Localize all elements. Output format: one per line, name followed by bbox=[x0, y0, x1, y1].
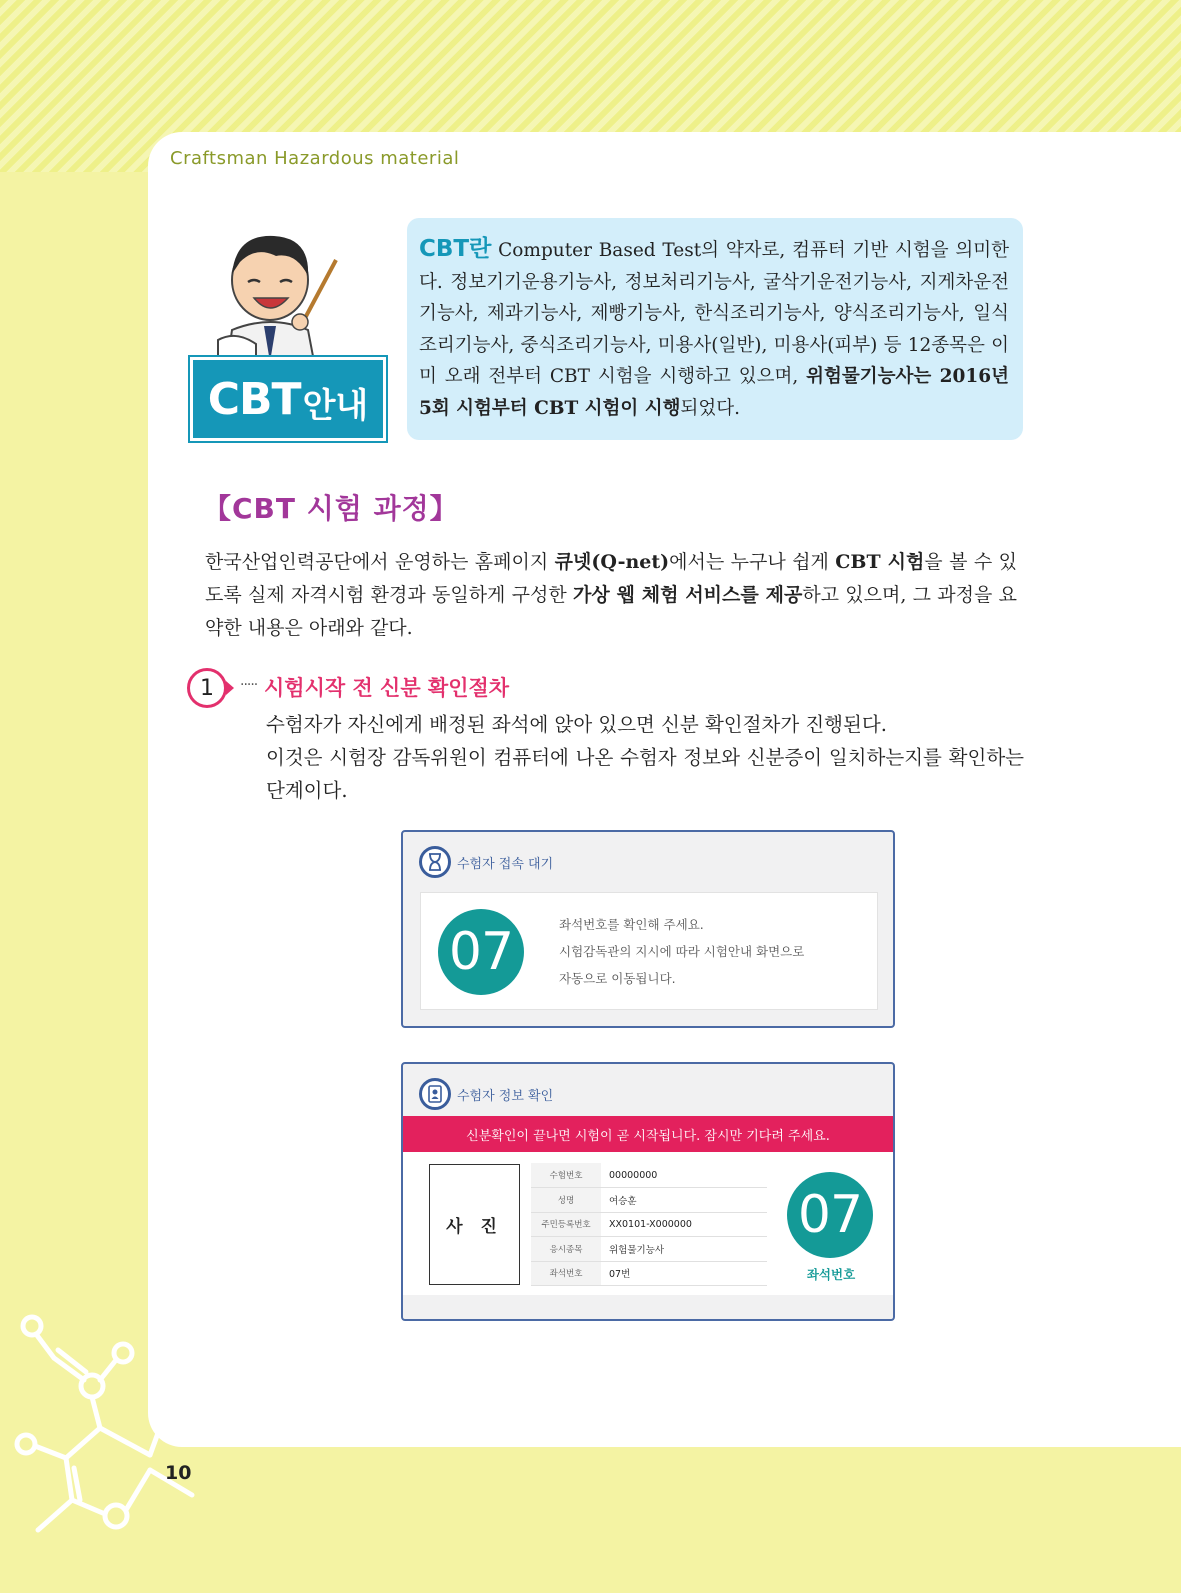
info-key: 주민등록번호 bbox=[531, 1212, 601, 1237]
info-key: 수험번호 bbox=[531, 1163, 601, 1188]
waiting-screen-capture bbox=[401, 830, 895, 1028]
waiting-message-line-3: 자동으로 이동됩니다. bbox=[559, 971, 676, 986]
teacher-character-icon bbox=[196, 222, 346, 372]
step-line-2: 이것은 시험장 감독위원이 컴퓨터에 나온 수험자 정보와 신분증이 일치하는지를 확인하는 단계이다. bbox=[266, 746, 1024, 802]
table-row bbox=[531, 1237, 767, 1262]
info-screen-title: 수험자 정보 확인 bbox=[457, 1088, 554, 1104]
cbt-intro-box bbox=[407, 218, 1023, 440]
step-number-badge: 1 bbox=[187, 668, 227, 708]
examinee-info-screen-capture bbox=[401, 1062, 895, 1321]
step-arrow-icon bbox=[226, 681, 234, 695]
examinee-info-table bbox=[531, 1163, 767, 1286]
examinee-info-panel bbox=[403, 1152, 893, 1295]
info-value: XX0101-X000000 bbox=[601, 1212, 767, 1237]
info-key: 좌석번호 bbox=[531, 1261, 601, 1286]
info-value: 00000000 bbox=[601, 1163, 767, 1188]
photo-placeholder: 사 진 bbox=[429, 1164, 520, 1285]
waiting-panel bbox=[420, 892, 878, 1010]
para-bold-2: CBT 시험 bbox=[835, 551, 925, 573]
waiting-message-line-2: 시험감독관의 지시에 따라 시험안내 화면으로 bbox=[559, 944, 805, 959]
intro-text: Computer Based Test의 약자로, 컴퓨터 기반 시험을 의미한다. 정보기기운용기능사, 정보처리기능사, 굴삭기운전기능사, 지게차운전기능사, 제과기능사, 제빵기능사, 한식조리기능사, 양식조리기능사, 일식조리기능사, 중식조리기능사, 미용사(일반), 미용사(피부) 등 12종목은 이미 오래 전부터 CBT 시험을 시행하고 있으며, bbox=[419, 240, 1009, 387]
intro-text-end: 되었다. bbox=[680, 397, 740, 419]
table-row bbox=[531, 1212, 767, 1237]
molecule-decoration-icon bbox=[0, 1300, 200, 1540]
section-title: 【CBT 시험 과정】 bbox=[203, 492, 459, 525]
badge-big-text: CBT bbox=[207, 373, 301, 425]
info-value: 07번 bbox=[601, 1261, 767, 1286]
para-bold-3: 가상 웹 체험 서비스를 제공 bbox=[573, 584, 803, 606]
step-leader-dots: ····· bbox=[240, 677, 258, 693]
waiting-screen-header bbox=[419, 846, 553, 878]
info-key: 응시종목 bbox=[531, 1237, 601, 1262]
step-body bbox=[266, 708, 1024, 807]
para-bold-1: 큐넷(Q-net) bbox=[554, 551, 670, 573]
info-value: 여승훈 bbox=[601, 1188, 767, 1213]
badge-small-text: 안내 bbox=[302, 385, 369, 426]
hourglass-icon bbox=[419, 846, 451, 878]
section-paragraph bbox=[205, 546, 1017, 645]
para-text-2: 에서는 누구나 쉽게 bbox=[669, 551, 836, 573]
table-row bbox=[531, 1261, 767, 1286]
info-screen-header bbox=[419, 1078, 553, 1110]
seat-number-circle: 07 bbox=[438, 909, 524, 995]
info-key: 성명 bbox=[531, 1188, 601, 1213]
step-line-1: 수험자가 자신에게 배정된 좌석에 앉아 있으면 신분 확인절차가 진행된다. bbox=[266, 713, 887, 736]
waiting-screen-title: 수험자 접속 대기 bbox=[457, 856, 554, 872]
seat-number-label: 좌석번호 bbox=[806, 1267, 856, 1282]
info-value: 위험물기능사 bbox=[601, 1237, 767, 1262]
waiting-message-line-1: 좌석번호를 확인해 주세요. bbox=[559, 917, 704, 932]
id-card-icon bbox=[419, 1078, 451, 1110]
table-row bbox=[531, 1163, 767, 1188]
page-number: 10 bbox=[165, 1462, 192, 1484]
waiting-message bbox=[559, 911, 804, 992]
intro-lead: CBT란 bbox=[419, 236, 492, 262]
para-text-4: 하고 있으며, 그 과정을 요약한 내용은 아래와 같다. bbox=[205, 584, 1017, 639]
para-text-3: 을 볼 수 있도록 실제 자격시험 환경과 동일하게 구성한 bbox=[205, 551, 1017, 606]
cbt-guide-badge bbox=[190, 357, 386, 441]
table-row bbox=[531, 1188, 767, 1213]
intro-bold-text: 위험물기능사는 2016년 5회 시험부터 CBT 시험이 시행 bbox=[419, 366, 1009, 419]
running-head: Craftsman Hazardous material bbox=[170, 148, 460, 169]
seat-number-circle: 07 bbox=[787, 1172, 873, 1258]
identity-check-banner: 신분확인이 끝나면 시험이 곧 시작됩니다. 잠시만 기다려 주세요. bbox=[403, 1116, 893, 1152]
step-title: 시험시작 전 신분 확인절차 bbox=[264, 676, 510, 700]
para-text-1: 한국산업인력공단에서 운영하는 홈페이지 bbox=[205, 551, 555, 573]
